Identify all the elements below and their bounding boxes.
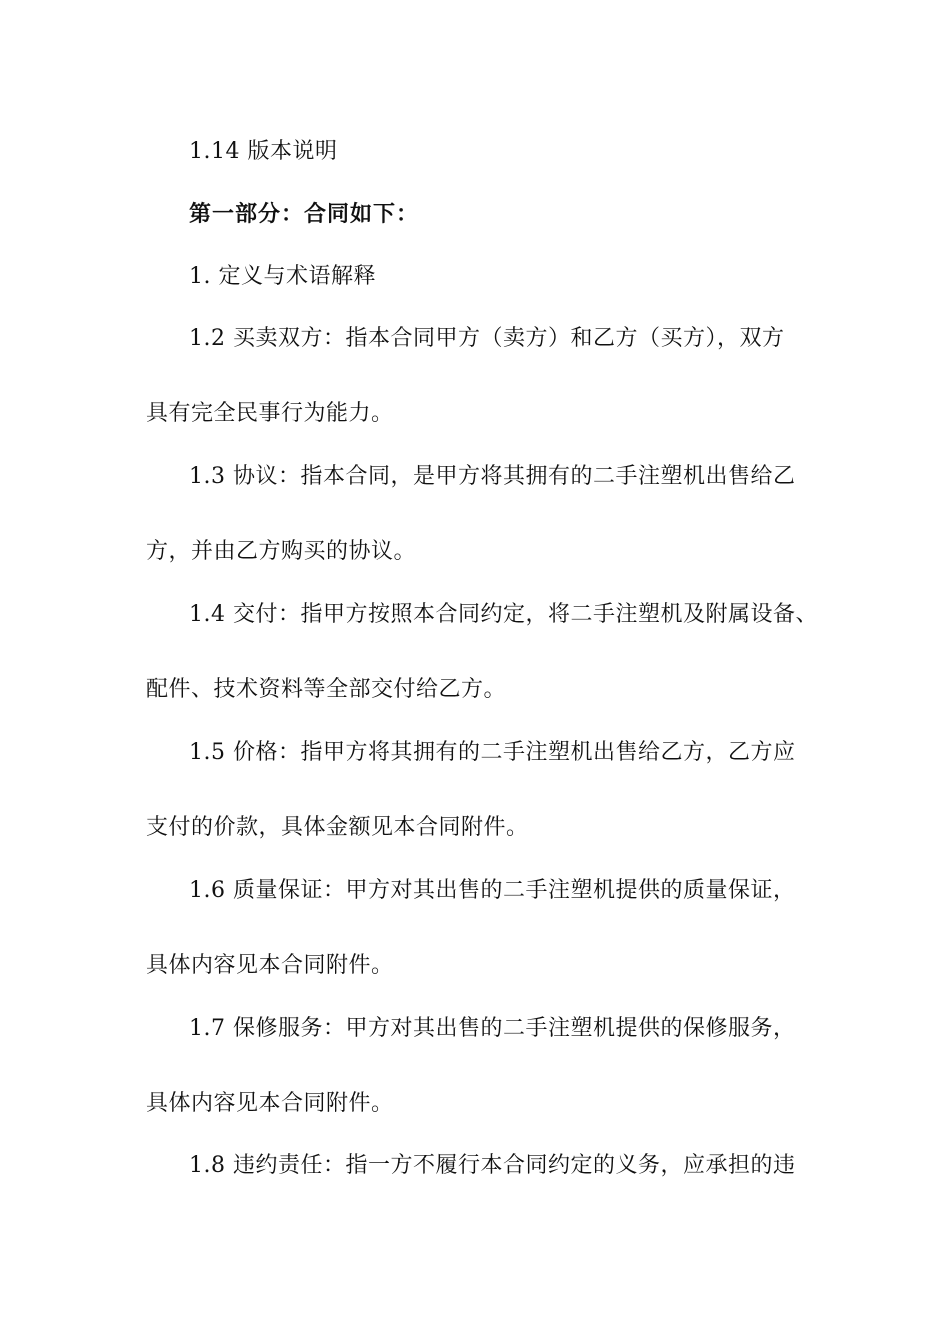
clause-1-4-line-1: 1.4 交付：指甲方按照本合同约定，将二手注塑机及附属设备、 <box>189 602 818 627</box>
clause-1-2-line-1: 1.2 买卖双方：指本合同甲方（卖方）和乙方（买方），双方 <box>189 326 785 351</box>
clause-1-7-line-1: 1.7 保修服务：甲方对其出售的二手注塑机提供的保修服务， <box>189 1016 796 1041</box>
section-version-note: 1.14 版本说明 <box>189 139 338 164</box>
clause-1-3-line-1: 1.3 协议：指本合同，是甲方将其拥有的二手注塑机出售给乙 <box>189 464 796 489</box>
definitions-heading: 1. 定义与术语解释 <box>189 264 376 289</box>
clause-1-3-line-2: 方，并由乙方购买的协议。 <box>146 539 417 564</box>
clause-1-4-line-2: 配件、技术资料等全部交付给乙方。 <box>146 677 507 702</box>
clause-1-5-line-2: 支付的价款，具体金额见本合同附件。 <box>146 815 529 840</box>
clause-1-6-line-2: 具体内容见本合同附件。 <box>146 953 394 978</box>
clause-1-7-line-2: 具体内容见本合同附件。 <box>146 1091 394 1116</box>
part-one-heading: 第一部分：合同如下： <box>189 202 420 227</box>
clause-1-2-line-2: 具有完全民事行为能力。 <box>146 401 394 426</box>
clause-1-8-line-1: 1.8 违约责任：指一方不履行本合同约定的义务，应承担的违 <box>189 1153 796 1178</box>
clause-1-6-line-1: 1.6 质量保证：甲方对其出售的二手注塑机提供的质量保证， <box>189 878 796 903</box>
clause-1-5-line-1: 1.5 价格：指甲方将其拥有的二手注塑机出售给乙方，乙方应 <box>189 740 796 765</box>
